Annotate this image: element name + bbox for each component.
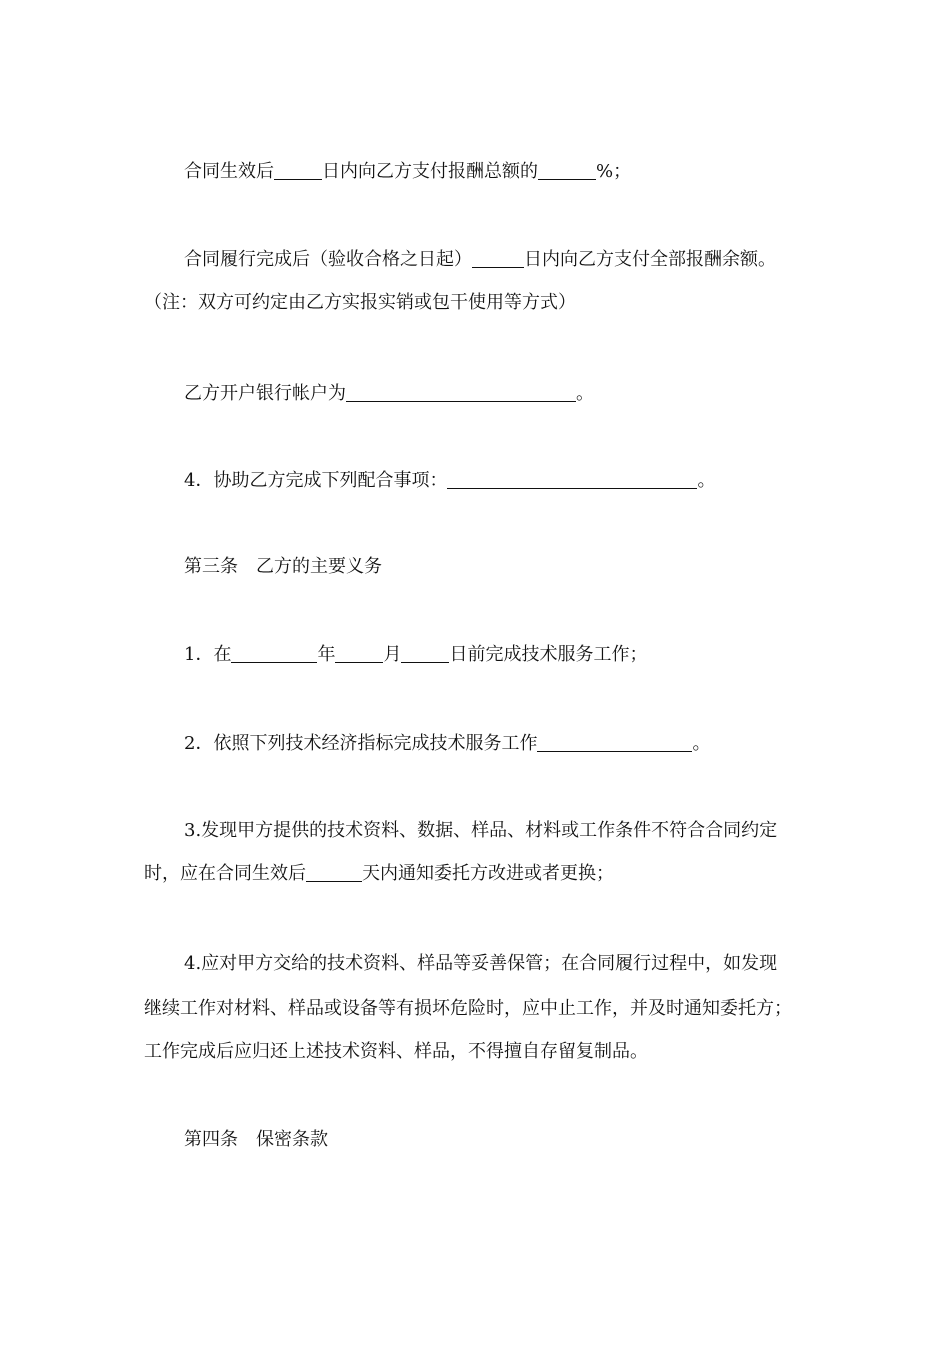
text: 日内向乙方支付全部报酬余额。 bbox=[524, 249, 776, 270]
payment-after-completion-line bbox=[184, 246, 854, 274]
text: 合同生效后 bbox=[184, 161, 274, 182]
blank-year bbox=[231, 644, 317, 663]
blank-month bbox=[335, 644, 383, 663]
bank-account-line bbox=[184, 380, 854, 408]
assist-items-line bbox=[184, 467, 854, 495]
blank-days bbox=[472, 249, 524, 268]
text: 1．在 bbox=[184, 644, 232, 665]
completion-date-line bbox=[184, 641, 854, 669]
blank-bank-account bbox=[346, 383, 576, 402]
article-3-title: 第三条 乙方的主要义务 bbox=[184, 556, 382, 577]
text: 。 bbox=[697, 470, 716, 491]
payment-note: （注：双方可约定由乙方实报实销或包干使用等方式） bbox=[144, 292, 576, 313]
text: 乙方开户银行帐户为 bbox=[184, 383, 346, 404]
text: 合同履行完成后（验收合格之日起） bbox=[184, 249, 472, 270]
text: 年 bbox=[317, 644, 336, 665]
blank-days bbox=[274, 161, 322, 180]
item-4-line-3: 工作完成后应归还上述技术资料、样品，不得擅自存留复制品。 bbox=[144, 1041, 648, 1062]
blank-assist-items bbox=[447, 470, 697, 489]
blank-indicators bbox=[537, 733, 692, 752]
payment-after-effect-line bbox=[184, 158, 854, 186]
article-4-title: 第四条 保密条款 bbox=[184, 1129, 328, 1150]
text: 时，应在合同生效后 bbox=[144, 863, 306, 884]
item-3-line-2 bbox=[144, 860, 814, 888]
text: 。 bbox=[576, 383, 594, 404]
text: 日前完成技术服务工作； bbox=[449, 644, 648, 665]
text: 日内向乙方支付报酬总额的 bbox=[322, 161, 538, 182]
text: %； bbox=[596, 161, 632, 182]
text: 天内通知委托方改进或者更换； bbox=[362, 863, 614, 884]
blank-day bbox=[401, 644, 449, 663]
blank-days bbox=[306, 863, 362, 882]
text: 。 bbox=[692, 733, 711, 754]
item-4-line-1: 4.应对甲方交给的技术资料、样品等妥善保管；在合同履行过程中，如发现 bbox=[184, 953, 778, 974]
text: 2．依照下列技术经济指标完成技术服务工作 bbox=[184, 733, 538, 754]
item-4-line-2: 继续工作对材料、样品或设备等有损坏危险时，应中止工作，并及时通知委托方； bbox=[144, 998, 792, 1019]
text: 月 bbox=[383, 644, 402, 665]
blank-percent bbox=[538, 161, 596, 180]
item-3-line-1: 3.发现甲方提供的技术资料、数据、样品、材料或工作条件不符合合同约定 bbox=[184, 820, 778, 841]
text: 4．协助乙方完成下列配合事项： bbox=[184, 470, 448, 491]
technical-indicators-line bbox=[184, 730, 854, 758]
